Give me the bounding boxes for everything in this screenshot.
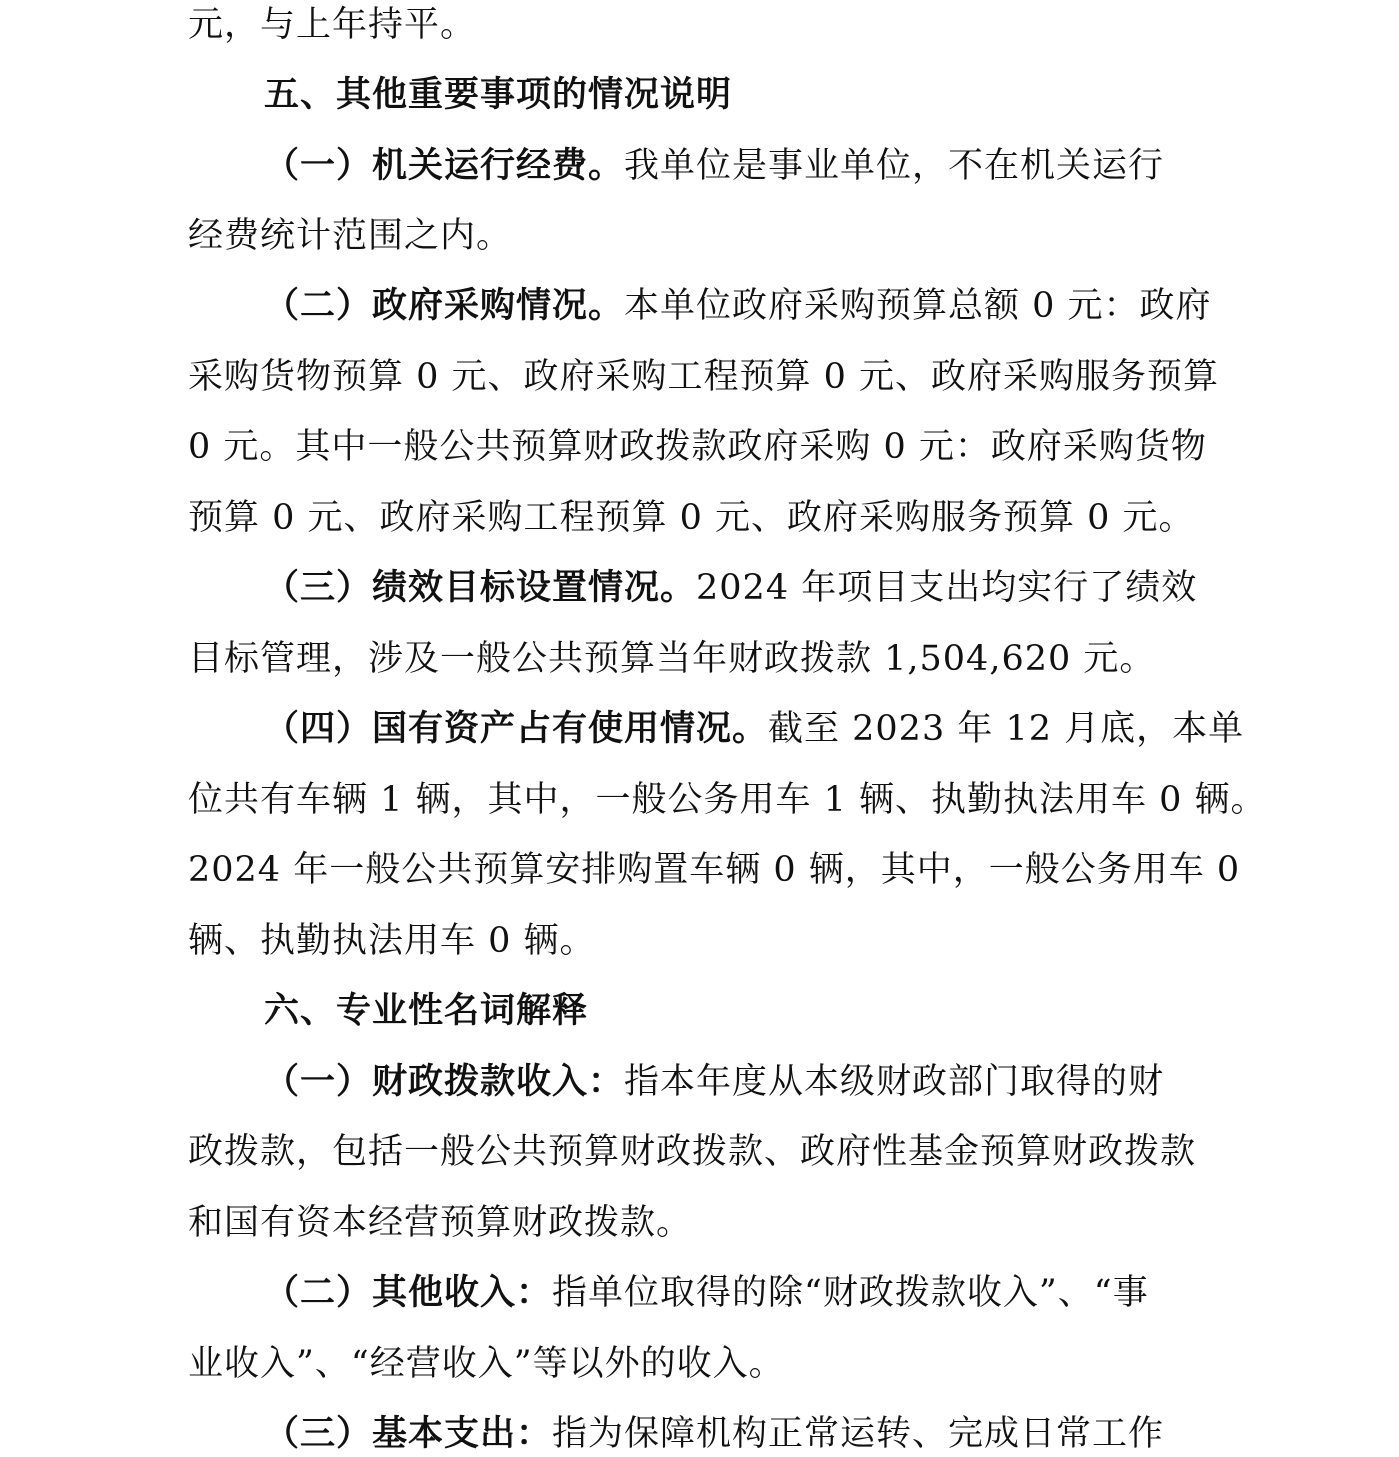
body-line bbox=[188, 636, 1155, 682]
line-text: 本单位政府采购预算总额 0 元：政府 bbox=[624, 286, 1212, 326]
line-text: 采购货物预算 0 元、政府采购工程预算 0 元、政府采购服务预算 bbox=[188, 357, 1220, 397]
paragraph-line bbox=[264, 143, 1164, 189]
line-text: 业收入”、“经营收入”等以外的收入。 bbox=[188, 1344, 785, 1384]
body-line bbox=[188, 1129, 1196, 1175]
line-text: 元，与上年持平。 bbox=[188, 5, 477, 45]
paragraph-line bbox=[264, 1270, 1149, 1316]
subheading-lead: （一）机关运行经费。 bbox=[264, 146, 625, 186]
line-text: 和国有资本经营预算财政拨款。 bbox=[188, 1203, 693, 1243]
body-line bbox=[188, 2, 476, 48]
body-line bbox=[188, 213, 512, 259]
line-text: 0 元。其中一般公共预算财政拨款政府采购 0 元：政府采购货物 bbox=[188, 427, 1207, 467]
paragraph-line bbox=[264, 706, 1244, 752]
line-text: 辆、执勤执法用车 0 辆。 bbox=[188, 921, 596, 961]
section-heading-five bbox=[264, 72, 732, 118]
line-text: 指为保障机构正常运转、完成日常工作 bbox=[552, 1414, 1165, 1454]
line-text: 2024 年一般公共预算安排购置车辆 0 辆，其中，一般公务用车 0 bbox=[188, 850, 1241, 890]
subheading-lead: （二）其他收入： bbox=[264, 1273, 553, 1313]
body-line bbox=[188, 424, 1207, 470]
subheading-lead: （二）政府采购情况。 bbox=[264, 286, 625, 326]
paragraph-line bbox=[264, 283, 1212, 329]
subheading-lead: （三）基本支出： bbox=[264, 1414, 553, 1454]
paragraph-line bbox=[264, 1411, 1164, 1457]
paragraph-line bbox=[264, 1059, 1164, 1105]
line-text: 位共有车辆 1 辆，其中，一般公务用车 1 辆、执勤执法用车 0 辆。 bbox=[188, 780, 1267, 820]
line-text: 预算 0 元、政府采购工程预算 0 元、政府采购服务预算 0 元。 bbox=[188, 498, 1195, 538]
line-text: 目标管理，涉及一般公共预算当年财政拨款 1,504,620 元。 bbox=[188, 639, 1156, 679]
line-text: 指单位取得的除“财政拨款收入”、“事 bbox=[552, 1273, 1149, 1313]
paragraph-line bbox=[264, 565, 1197, 611]
body-line bbox=[188, 777, 1267, 823]
line-text: 政拨款，包括一般公共预算财政拨款、政府性基金预算财政拨款 bbox=[188, 1132, 1197, 1172]
line-text: 经费统计范围之内。 bbox=[188, 216, 513, 256]
line-text: 截至 2023 年 12 月底，本单 bbox=[768, 709, 1245, 749]
section-heading-six bbox=[264, 988, 588, 1034]
body-line bbox=[188, 1341, 785, 1387]
line-text: 我单位是事业单位，不在机关运行 bbox=[624, 146, 1165, 186]
heading-text: 五、其他重要事项的情况说明 bbox=[264, 75, 733, 115]
body-line bbox=[188, 847, 1240, 893]
line-text: 2024 年项目支出均实行了绩效 bbox=[696, 568, 1198, 608]
heading-text: 六、专业性名词解释 bbox=[264, 991, 589, 1031]
body-line bbox=[188, 918, 596, 964]
subheading-lead: （一）财政拨款收入： bbox=[264, 1062, 625, 1102]
body-line bbox=[188, 354, 1219, 400]
line-text: 指本年度从本级财政部门取得的财 bbox=[624, 1062, 1165, 1102]
body-line bbox=[188, 1200, 692, 1246]
subheading-lead: （三）绩效目标设置情况。 bbox=[264, 568, 697, 608]
body-line bbox=[188, 495, 1195, 541]
subheading-lead: （四）国有资产占有使用情况。 bbox=[264, 709, 769, 749]
